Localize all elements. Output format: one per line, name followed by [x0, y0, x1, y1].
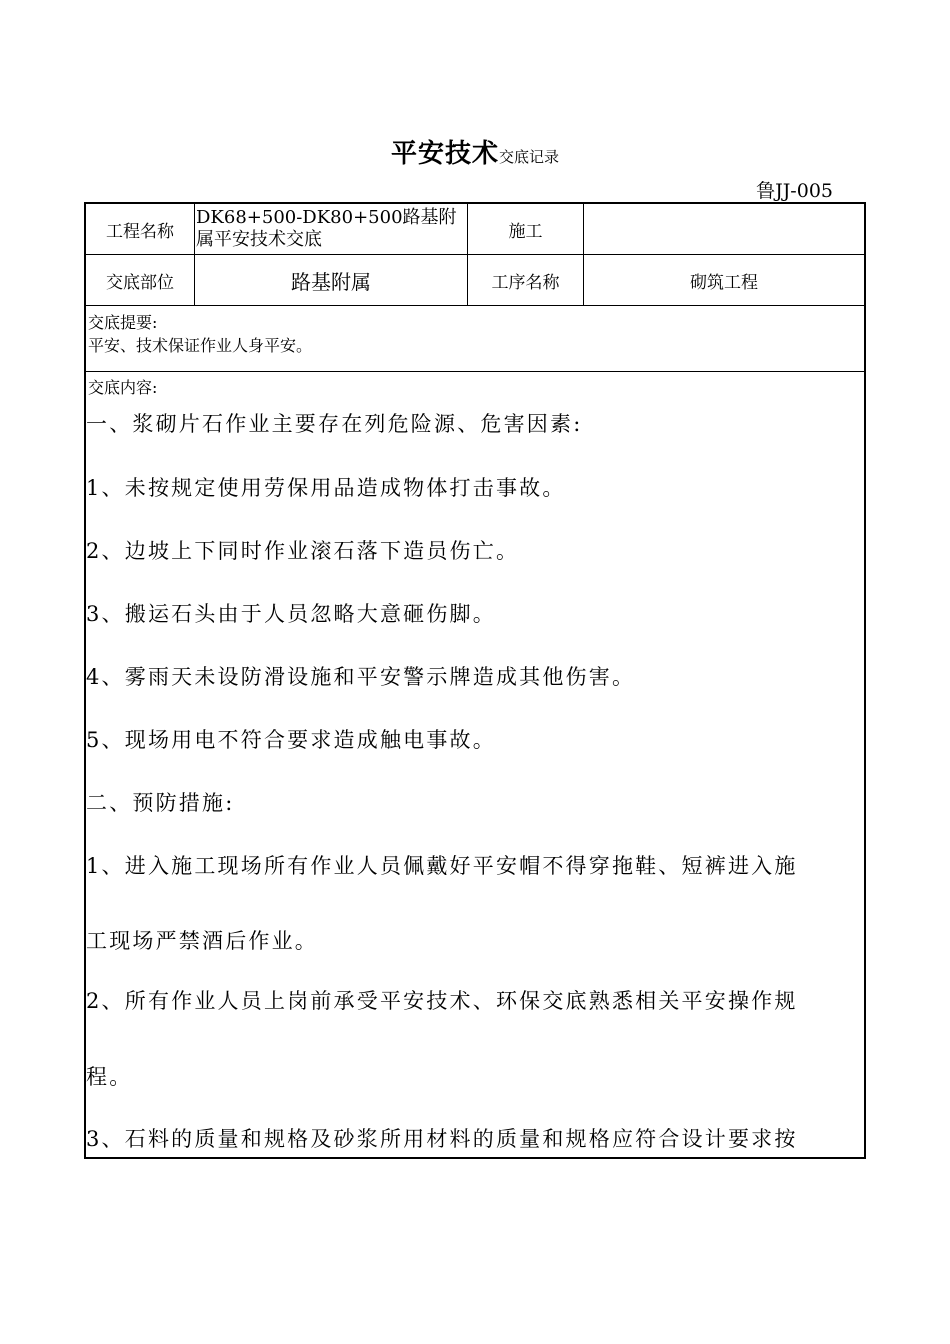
document-code: 鲁JJ-005	[756, 180, 833, 202]
content-line: 3、搬运石头由于人员忽略大意砸伤脚。	[86, 602, 496, 626]
part-label: 交底部位	[86, 255, 195, 305]
form-row-summary	[86, 306, 864, 372]
construction-value	[584, 204, 864, 254]
summary-label: 交底提要:	[88, 313, 158, 332]
content-line: 工现场严禁酒后作业。	[86, 929, 318, 953]
title-sub: 交底记录	[499, 148, 560, 166]
content-line: 2、边坡上下同时作业滚石落下造员伤亡。	[86, 539, 520, 563]
construction-label: 施工	[468, 204, 584, 254]
content-line: 5、现场用电不符合要求造成触电事故。	[86, 728, 496, 752]
part-value: 路基附属	[195, 255, 468, 305]
summary-text: 平安、技术保证作业人身平安。	[88, 336, 313, 355]
content-line: 程。	[86, 1065, 133, 1089]
form-row-project	[86, 204, 864, 255]
handover-form	[84, 202, 866, 1159]
project-name-value: DK68+500-DK80+500路基附属平安技术交底	[195, 204, 468, 254]
content-line: 2、所有作业人员上岗前承受平安技术、环保交底熟悉相关平安操作规	[86, 989, 798, 1013]
process-value: 砌筑工程	[690, 272, 758, 293]
project-name-label: 工程名称	[86, 204, 195, 254]
content-line: 1、未按规定使用劳保用品造成物体打击事故。	[86, 476, 566, 500]
document-title	[0, 133, 950, 170]
process-label: 工序名称	[468, 255, 584, 305]
content-line: 1、进入施工现场所有作业人员佩戴好平安帽不得穿拖鞋、短裤进入施	[86, 854, 798, 878]
content-line: 3、石料的质量和规格及砂浆所用材料的质量和规格应符合设计要求按	[86, 1127, 798, 1151]
form-row-part	[86, 255, 864, 306]
content-section	[86, 372, 864, 1157]
content-label: 交底内容:	[88, 378, 158, 397]
title-main: 平安技术	[390, 139, 499, 169]
content-line: 二、预防措施:	[86, 791, 235, 815]
content-line: 4、雾雨天未设防滑设施和平安警示牌造成其他伤害。	[86, 665, 636, 689]
content-line: 一、浆砌片石作业主要存在列危险源、危害因素:	[86, 412, 583, 436]
